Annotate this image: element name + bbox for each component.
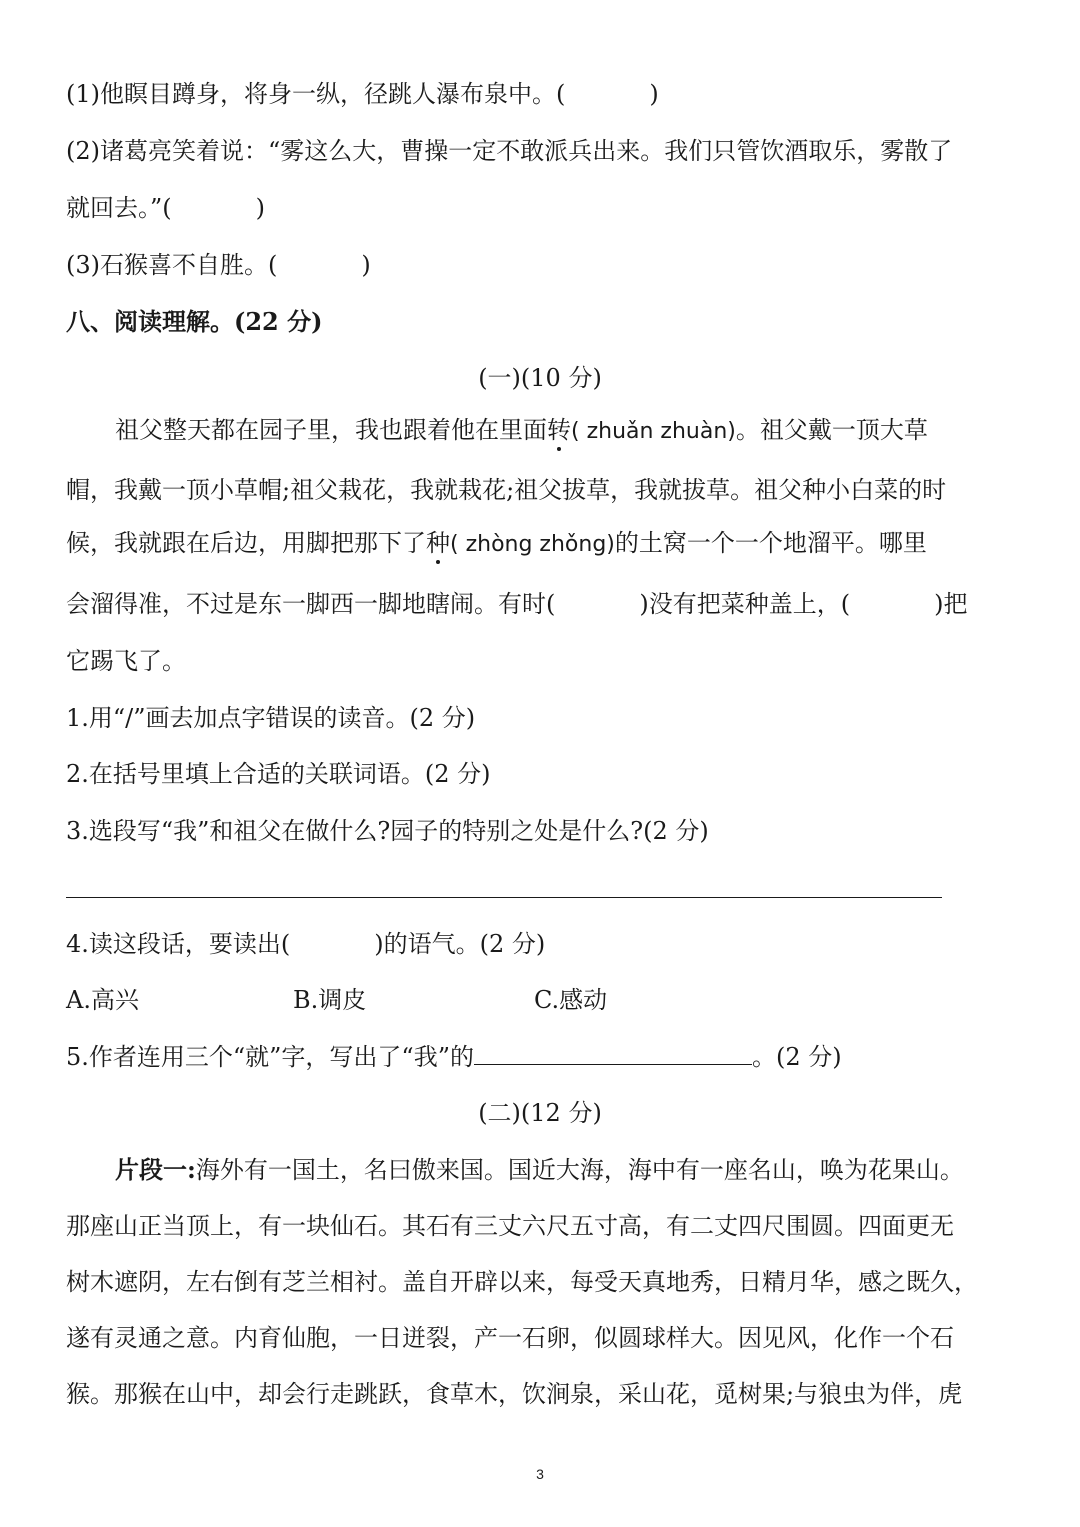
- dotted-char: 种: [426, 529, 450, 557]
- question-3: 3.选段写“我”和祖父在做什么?园子的特别之处是什么?(2 分): [66, 817, 709, 845]
- question-1: 1.用“/”画去加点字错误的读音。(2 分): [66, 704, 476, 732]
- passage2-line-5: 猴。那猴在山中，却会行走跳跃，食草木，饮涧泉，采山花，觅树果;与狼虫为伴，虎: [66, 1380, 963, 1408]
- option-b[interactable]: B.调皮: [293, 986, 367, 1014]
- part1-title: (一)(10 分): [478, 364, 602, 392]
- passage2-line-3: 树木遮阴，左右倒有芝兰相衬。盖自开辟以来，每受天真地秀，日精月华，感之既久，: [66, 1268, 978, 1296]
- pinyin-options: ( zhòng zhǒng): [450, 532, 615, 557]
- page-number: 3: [536, 1466, 544, 1482]
- passage2-line-2: 那座山正当顶上，有一块仙石。其石有三丈六尺五寸高，有二丈四尺围圆。四面更无: [66, 1212, 954, 1240]
- passage1-line-1: 祖父整天都在园子里，我也跟着他在里面转( zhuǎn zhuàn)。祖父戴一顶大草: [115, 416, 928, 444]
- q7-item-2: (2)诸葛亮笑着说：“雾这么大，曹操一定不敢派兵出来。我们只管饮酒取乐，雾散了: [66, 137, 953, 165]
- answer-line[interactable]: [66, 897, 942, 898]
- answer-underline[interactable]: [474, 1040, 752, 1065]
- part2-title: (二)(12 分): [478, 1099, 602, 1127]
- dotted-char: 转: [547, 416, 571, 444]
- passage2-line-4: 遂有灵通之意。内育仙胞，一日迸裂，产一石卵，似圆球样大。因见风，化作一个石: [66, 1324, 954, 1352]
- passage1-line-5: 它踢飞了。: [66, 647, 186, 675]
- q7-item-3: (3)石猴喜不自胜。( ): [66, 251, 371, 279]
- question-4-options: [66, 984, 1026, 1016]
- q7-item-1: (1)他瞑目蹲身，将身一纵，径跳人瀑布泉中。( ): [66, 80, 659, 108]
- question-2: 2.在括号里填上合适的关联词语。(2 分): [66, 760, 491, 788]
- option-c[interactable]: C.感动: [534, 986, 608, 1014]
- passage2-line-1: 片段一:海外有一国土，名曰傲来国。国近大海，海中有一座名山，唤为花果山。: [115, 1155, 964, 1184]
- passage1-line-4: 会溜得准，不过是东一脚西一脚地瞎闹。有时( )没有把菜种盖上，( )把: [66, 590, 968, 618]
- fragment-label: 片段一:: [115, 1155, 196, 1184]
- option-a[interactable]: A.高兴: [66, 986, 139, 1014]
- section-heading: 八、阅读理解。(22 分): [66, 307, 323, 336]
- question-4: 4.读这段话，要读出( )的语气。(2 分): [66, 930, 546, 958]
- question-5: 5.作者连用三个“就”字，写出了“我”的 。(2 分): [66, 1040, 1026, 1073]
- q7-item-2-cont: 就回去。”( ): [66, 194, 266, 222]
- pinyin-options: ( zhuǎn zhuàn): [571, 419, 736, 444]
- passage1-line-3: 候，我就跟在后边，用脚把那下了种( zhòng zhǒng)的土窝一个一个地溜平。哪里: [66, 529, 927, 557]
- passage1-line-2: 帽，我戴一顶小草帽;祖父栽花，我就栽花;祖父拔草，我就拔草。祖父种小白菜的时: [66, 476, 947, 504]
